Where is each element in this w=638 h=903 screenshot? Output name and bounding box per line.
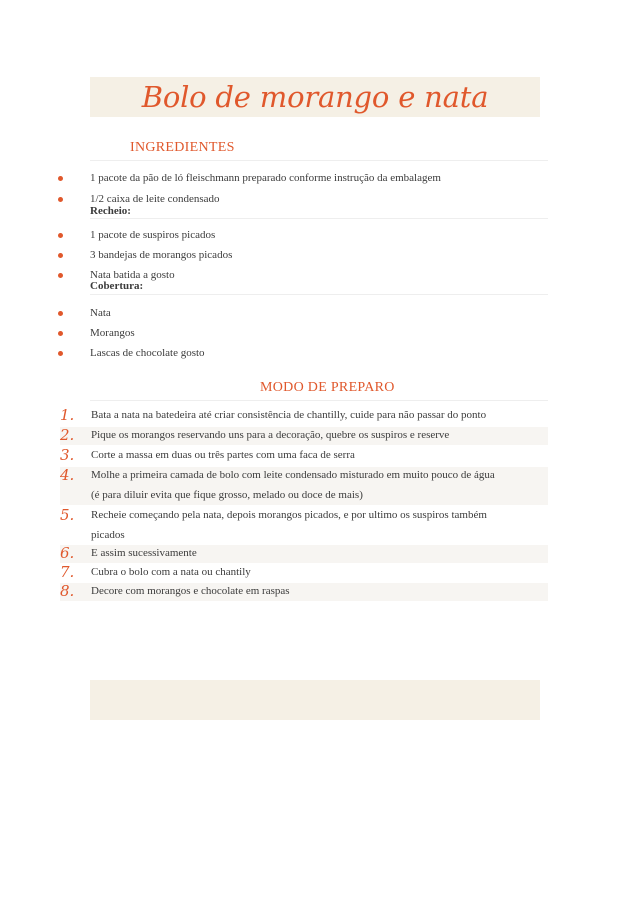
- divider: [90, 294, 548, 295]
- ingredient-text: 3 bandejas de morangos picados: [90, 249, 233, 261]
- list-item: [58, 170, 548, 188]
- step-number: 2.: [60, 426, 75, 444]
- bullet-icon: [58, 176, 63, 181]
- step-text-continued: (é para diluir evita que fique grosso, melado ou doce de mais): [91, 489, 363, 501]
- divider: [90, 218, 548, 219]
- step-text: Pique os morangos reservando uns para a decoração, quebre os suspiros e reserve: [91, 429, 450, 441]
- step-text-continued: picados: [91, 529, 125, 541]
- divider: [90, 160, 548, 161]
- list-item: [58, 191, 548, 209]
- bullet-icon: [58, 233, 63, 238]
- preparation-heading: MODO DE PREPARO: [260, 380, 395, 395]
- step-number: 7.: [60, 563, 75, 581]
- bullet-icon: [58, 197, 63, 202]
- bullet-icon: [58, 273, 63, 278]
- bullet-icon: [58, 331, 63, 336]
- ingredient-text: 1/2 caixa de leite condensado: [90, 193, 220, 205]
- list-item: [58, 305, 548, 323]
- step-text: Recheie começando pela nata, depois morangos picados, e por ultimo os suspiros também: [91, 509, 487, 521]
- step-text: Decore com morangos e chocolate em raspas: [91, 585, 290, 597]
- step-text: E assim sucessivamente: [91, 547, 197, 559]
- ingredient-text: Lascas de chocolate gosto: [90, 347, 205, 359]
- list-item: [58, 247, 548, 265]
- recheio-label: Recheio:: [90, 205, 131, 217]
- step-number: 8.: [60, 582, 75, 600]
- bullet-icon: [58, 253, 63, 258]
- step-row: [60, 407, 548, 425]
- cobertura-label: Cobertura:: [90, 280, 144, 292]
- list-item: [58, 227, 548, 245]
- step-row: [60, 583, 548, 601]
- step-number: 6.: [60, 544, 75, 562]
- divider: [90, 400, 548, 401]
- step-text: Corte a massa em duas ou três partes com uma faca de serra: [91, 449, 355, 461]
- ingredient-text: 1 pacote da pão de ló fleischmann preparado conforme instrução da embalagem: [90, 172, 441, 184]
- step-number: 5.: [60, 506, 75, 524]
- step-row: [60, 447, 548, 465]
- ingredient-text: 1 pacote de suspiros picados: [90, 229, 216, 241]
- step-row: [60, 564, 548, 582]
- step-text: Cubra o bolo com a nata ou chantily: [91, 566, 251, 578]
- step-text: Molhe a primeira camada de bolo com leite condensado misturado em muito pouco de água: [91, 469, 495, 481]
- step-number: 1.: [60, 406, 75, 424]
- step-row: [60, 427, 548, 445]
- bullet-icon: [58, 351, 63, 356]
- ingredients-heading: INGREDIENTES: [130, 140, 235, 155]
- step-number: 3.: [60, 446, 75, 464]
- ingredient-text: Nata: [90, 307, 111, 319]
- footer-band: [90, 680, 540, 720]
- step-row: [60, 545, 548, 563]
- list-item: [58, 345, 548, 363]
- bullet-icon: [58, 311, 63, 316]
- ingredient-text: Morangos: [90, 327, 135, 339]
- list-item: [58, 325, 548, 343]
- step-row: [60, 467, 548, 505]
- recipe-title: Bolo de morango e nata: [141, 80, 489, 114]
- step-row: [60, 507, 548, 545]
- ingredient-text: Nata batida a gosto: [90, 269, 175, 281]
- step-text: Bata a nata na batedeira até criar consistência de chantilly, cuide para não passar do ponto: [91, 409, 487, 421]
- step-number: 4.: [60, 466, 75, 484]
